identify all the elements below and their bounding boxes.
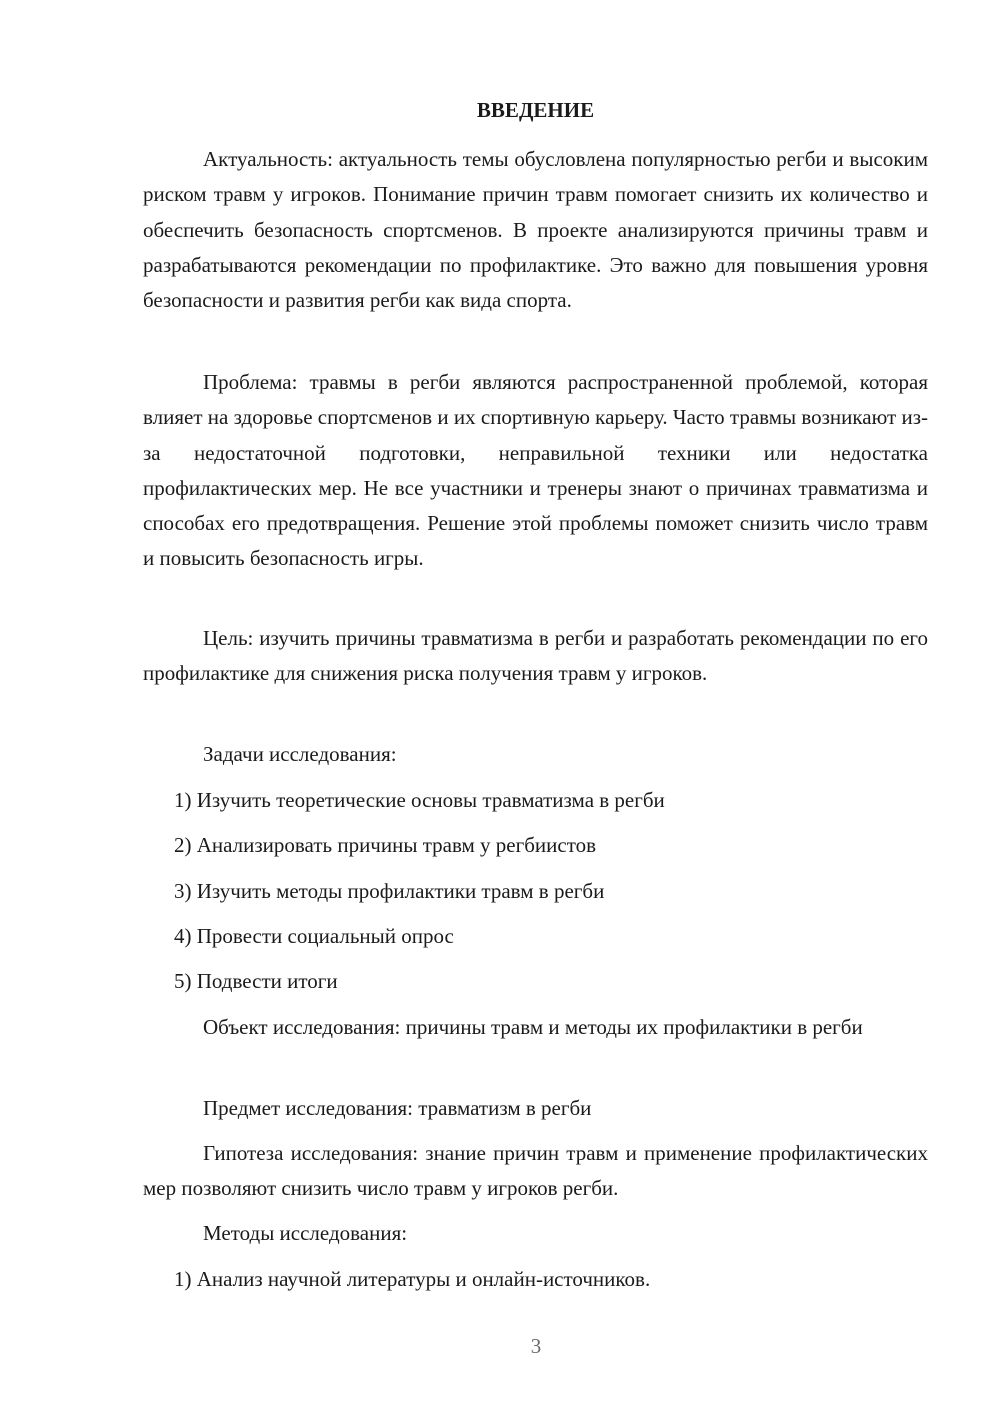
task-item-4: 4) Провести социальный опрос [174,924,454,948]
document-title: ВВЕДЕНИЕ [476,98,595,122]
paragraph-goal: Цель: изучить причины травматизма в регби и разработать рекомендации по его профилактике для снижения риска получения травм у игроков. [143,626,928,686]
methods-heading: Методы исследования: [203,1221,408,1245]
paragraph-object: Объект исследования: причины травм и методы их профилактики в регби [203,1015,863,1039]
task-item-5: 5) Подвести итоги [174,969,338,993]
task-item-2: 2) Анализировать причины травм у регбиистов [174,833,597,857]
paragraph-relevance: Актуальность: актуальность темы обусловлена популярностью регби и высоким риском травм у игроков. Понимание причин травм помогает снизить их количество и обеспечить безопасность спортсменов. В проекте анализируются причины травм и разрабатываются рекомендации по профилактике. Это важно для повышения уровня безопасности и развития регби как вида спорта. [143,147,928,313]
tasks-heading: Задачи исследования: [203,742,397,766]
page-number: 3 [530,1334,542,1358]
paragraph-hypothesis: Гипотеза исследования: знание причин травм и применение профилактических мер позволяют снизить число травм у игроков регби. [143,1141,928,1201]
task-item-3: 3) Изучить методы профилактики травм в регби [174,879,605,903]
paragraph-subject: Предмет исследования: травматизм в регби [203,1096,592,1120]
paragraph-problem: Проблема: травмы в регби являются распространенной проблемой, которая влияет на здоровье спортсменов и их спортивную карьеру. Часто травмы возникают из-за недостаточной подготовки, неправильной техники или недостатка профилактических мер. Не все участники и тренеры знают о причинах травматизма и способах его предотвращения. Решение этой проблемы поможет снизить число травм и повысить безопасность игры. [143,370,928,571]
task-item-1: 1) Изучить теоретические основы травматизма в регби [174,788,665,812]
method-item-1: 1) Анализ научной литературы и онлайн-источников. [174,1267,651,1291]
